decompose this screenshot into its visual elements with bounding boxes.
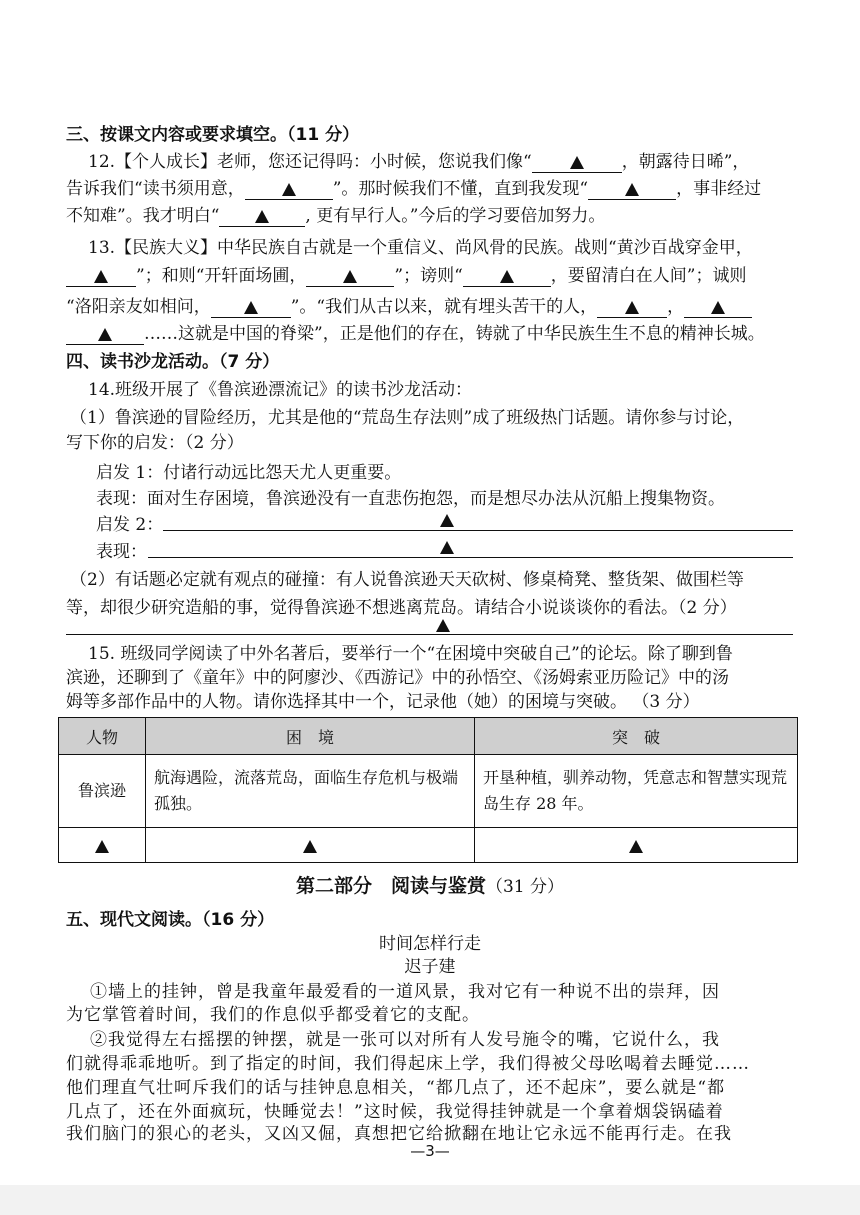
q13-text: ，: [667, 297, 685, 317]
answer-blank[interactable]: [463, 266, 551, 287]
answer-cell[interactable]: [59, 828, 146, 863]
triangle-icon: [244, 301, 258, 314]
q12-text: 12.【个人成长】老师，您还记得吗：小时候，您说我们像“: [88, 152, 532, 172]
table-header: 困 境: [146, 718, 475, 755]
insight2-label: 启发 2：: [96, 515, 164, 535]
triangle-icon: [94, 270, 108, 283]
triangle-icon: [282, 183, 296, 196]
answer-line[interactable]: [66, 634, 793, 635]
performance1: 表现：面对生存困境，鲁滨逊没有一直悲伤抱怨，而是想尽办法从沉船上搜集物资。: [96, 489, 725, 509]
answer-blank[interactable]: [684, 297, 752, 318]
q13-line1: 13.【民族大义】中华民族自古就是一个重信义、尚风骨的民族。战则“黄沙百战穿金甲，: [88, 238, 753, 258]
q14-1-line2: 写下你的启发：（2 分）: [66, 433, 244, 453]
table-header-row: [59, 718, 798, 755]
q12-text: , 更有早行人。”今后的学习要倍加努力。: [305, 206, 606, 226]
triangle-icon: [436, 619, 450, 632]
triangle-icon: [440, 514, 454, 527]
triangle-icon: [625, 183, 639, 196]
page-footer-band: [0, 1185, 860, 1215]
answer-line[interactable]: [148, 557, 793, 558]
q12-text: 告诉我们“读书须用意，: [66, 179, 245, 199]
q13-text: ……这就是中国的脊梁”，正是他们的存在，铸就了中华民族生生不息的精神长城。: [144, 324, 765, 344]
q15-line3: 姆等多部作品中的人物。请你选择其中一个，记录他（她）的困境与突破。 （3 分）: [66, 692, 700, 712]
q13-text: ”；谤则“: [394, 266, 463, 286]
part2-score: （31 分）: [485, 877, 565, 897]
q13-text: ，要留清白在人间”；诚则: [550, 266, 747, 286]
answer-blank[interactable]: [66, 324, 144, 345]
triangle-icon: [98, 328, 112, 341]
answer-blank[interactable]: [66, 266, 136, 287]
triangle-icon: [440, 541, 454, 554]
table-header: 人物: [59, 718, 146, 755]
answer-cell[interactable]: [146, 828, 475, 863]
triangle-icon: [629, 840, 643, 853]
q13-line2: [66, 264, 746, 288]
answer-line[interactable]: [163, 530, 793, 531]
table-row: [59, 828, 798, 863]
page-number: —3—: [410, 1142, 450, 1160]
q14-1-line1: （1）鲁滨逊的冒险经历，尤其是他的“荒岛生存法则”成了班级热门话题。请你参与讨论，: [70, 408, 745, 428]
essay-author: 迟子建: [404, 957, 456, 977]
q15-line1: 15. 班级同学阅读了中外名著后，要举行一个“在困境中突破自己”的论坛。除了聊到鲁: [88, 644, 733, 664]
table-cell: 航海遇险，流落荒岛，面临生存危机与极端孤独。: [146, 755, 475, 828]
q12-text: ，事非经过: [676, 179, 762, 199]
q12-text: ，朝露待日晞”，: [621, 152, 750, 172]
q13-text: ”。“我们从古以来，就有埋头苦干的人，: [290, 297, 598, 317]
essay-p2-line4: 几点了，还在外面疯玩，快睡觉去！”这时候，我觉得挂钟就是一个拿着烟袋锅磕着: [66, 1102, 724, 1122]
answer-blank[interactable]: [306, 266, 394, 287]
triangle-icon: [500, 270, 514, 283]
answer-blank[interactable]: [532, 152, 622, 173]
essay-title: 时间怎样行走: [379, 934, 481, 954]
triangle-icon: [95, 840, 109, 853]
q15-line2: 滨逊，还聊到了《童年》中的阿廖沙、《西游记》中的孙悟空、《汤姆索亚历险记》中的汤: [66, 668, 729, 688]
triangle-icon: [303, 840, 317, 853]
answer-cell[interactable]: [475, 828, 798, 863]
triangle-icon: [711, 301, 725, 314]
section3-heading: 三、按课文内容或要求填空。（11 分）: [66, 125, 360, 145]
answer-blank[interactable]: [211, 297, 291, 318]
answer-blank[interactable]: [588, 179, 676, 200]
essay-p1-line1: ①墙上的挂钟，曾是我童年最爱看的一道风景，我对它有一种说不出的崇拜，因: [90, 982, 720, 1002]
essay-p2-line1: ②我觉得左右摇摆的钟摆，就是一张可以对所有人发号施令的嘴，它说什么，我: [90, 1030, 720, 1050]
table-row: [59, 755, 798, 828]
essay-p1-line2: 为它掌管着时间，我们的作息似乎都受着它的支配。: [66, 1005, 480, 1025]
part2-title-text: 第二部分 阅读与鉴赏: [295, 875, 486, 897]
q13-line4: [66, 322, 765, 346]
q12-line1: [88, 150, 749, 174]
q14-2-line2: 等，却很少研究造船的事，觉得鲁滨逊不想逃离荒岛。请结合小说谈谈你的看法。（2 分）: [66, 598, 737, 618]
q13-line3: [66, 295, 752, 319]
q12-text: 不知难”。我才明白“: [66, 206, 220, 226]
essay-p2-line3: 他们理直气壮呵斥我们的话与挂钟息息相关，“都几点了，还不起床”，要么就是“都: [66, 1078, 726, 1098]
triangle-icon: [343, 270, 357, 283]
triangle-icon: [570, 156, 584, 169]
q14-intro: 14.班级开展了《鲁滨逊漂流记》的读书沙龙活动：: [88, 380, 473, 400]
table-header: 突 破: [475, 718, 798, 755]
answer-blank[interactable]: [219, 206, 305, 227]
dilemma-breakthrough-table: [58, 717, 798, 863]
section4-heading: 四、读书沙龙活动。（7 分）: [66, 352, 280, 372]
answer-blank[interactable]: [597, 297, 667, 318]
q13-text: “洛阳亲友如相问，: [66, 297, 211, 317]
triangle-icon: [255, 210, 269, 223]
table-cell: 开垦种植，驯养动物，凭意志和智慧实现荒岛生存 28 年。: [475, 755, 798, 828]
insight1: 启发 1：付诸行动远比怨天尤人更重要。: [96, 463, 402, 483]
table-cell: 鲁滨逊: [59, 755, 146, 828]
essay-p2-line2: 们就得乖乖地听。到了指定的时间，我们得起床上学，我们得被父母吆喝着去睡觉……: [66, 1054, 750, 1074]
answer-blank[interactable]: [245, 179, 333, 200]
triangle-icon: [625, 301, 639, 314]
q12-line3: [66, 204, 605, 228]
q12-line2: [66, 177, 761, 201]
q14-2-line1: （2）有话题必定就有观点的碰撞：有人说鲁滨逊天天砍树、修桌椅凳、整货架、做围栏等: [70, 570, 744, 590]
q13-text: ”；和则“开轩面场圃，: [136, 266, 307, 286]
performance2-label: 表现：: [96, 542, 147, 562]
part2-title: [0, 871, 860, 898]
section5-heading: 五、现代文阅读。（16 分）: [66, 910, 275, 930]
essay-p2-line5: 我们脑门的狠心的老头，又凶又倔，真想把它给掀翻在地让它永远不能再行走。在我: [66, 1124, 732, 1144]
q12-text: ”。那时候我们不懂，直到我发现“: [332, 179, 589, 199]
